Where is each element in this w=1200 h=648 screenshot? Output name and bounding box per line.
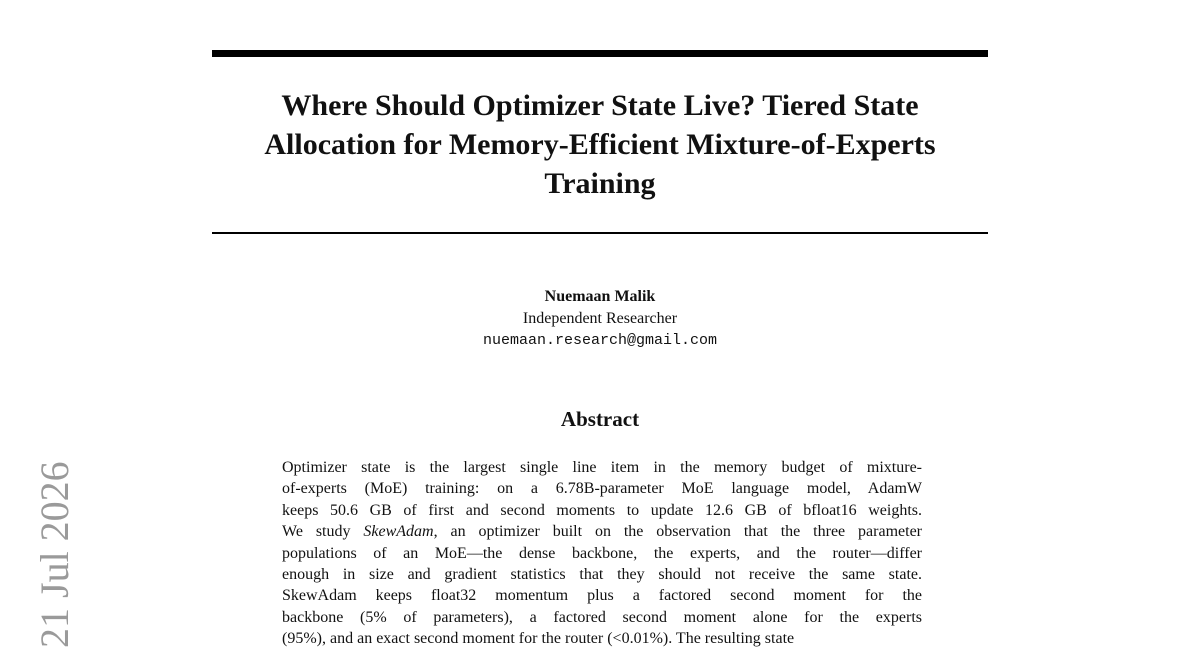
author-name: Nuemaan Malik [544,288,656,305]
title-line: Training [544,167,656,200]
abstract-text: , an optimizer built on the observation that the three parameter [433,523,922,541]
author-affiliation: Independent Researcher [522,310,678,327]
abstract-line: SkewAdam keeps float32 momentum plus a factored second moment for the [282,587,922,605]
title-bottom-rule [212,232,988,234]
author-email: nuemaan.research@gmail.com [482,332,718,349]
title-top-rule [212,50,988,57]
abstract-line: (95%), and an exact second moment for the router (<0.01%). The resulting state [282,630,795,648]
abstract-line-with-italic [282,521,922,542]
abstract-line: backbone (5% of parameters), a factored second moment alone for the experts [282,608,922,626]
title-line: Allocation for Memory-Efficient Mixture-of-Experts [264,128,936,161]
paper-title [212,86,988,203]
abstract-line: populations of an MoE—the dense backbone, the experts, and the router—differ [282,544,922,562]
abstract-text: We study [282,523,364,541]
abstract-line: of-experts (MoE) training: on a 6.78B-parameter MoE language model, AdamW [282,480,922,498]
title-line: Where Should Optimizer State Live? Tiered State [281,89,919,122]
abstract-body [282,457,922,648]
author-block [212,286,988,352]
method-name-italic: SkewAdam [363,523,434,541]
side-date-stamp: 21 Jul 2026 [32,461,77,648]
abstract-line: enough in size and gradient statistics that they should not receive the same state. [282,566,922,584]
abstract-line: keeps 50.6 GB of first and second moments to update 12.6 GB of bfloat16 weights. [282,501,922,519]
abstract-heading: Abstract [560,407,640,431]
abstract-line: Optimizer state is the largest single line item in the memory budget of mixture- [282,459,922,476]
